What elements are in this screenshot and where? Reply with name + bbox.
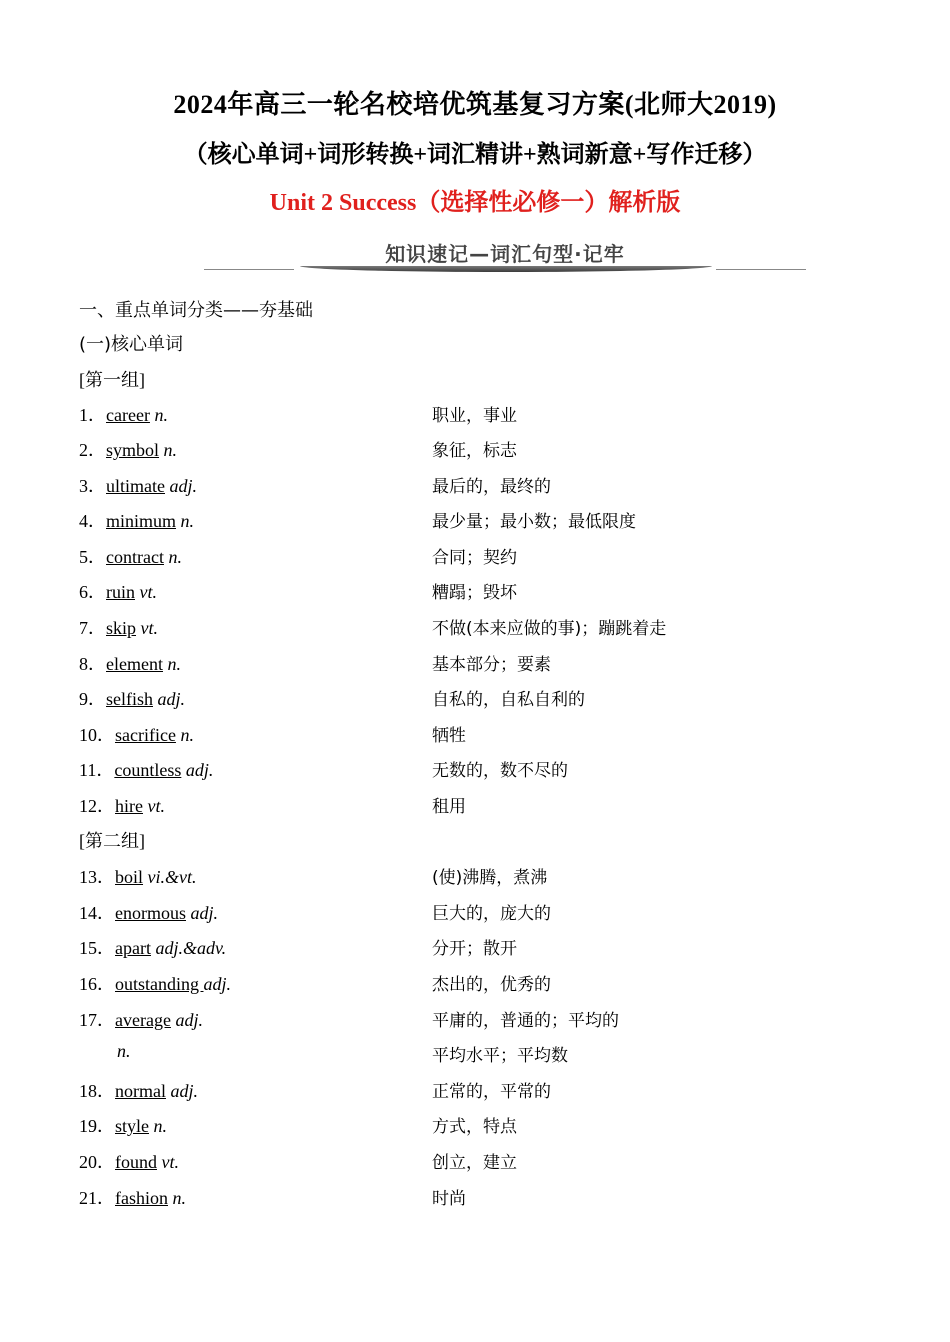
vocab-part-of-speech: n. <box>149 405 168 425</box>
vocab-number: 17． <box>79 1010 115 1030</box>
vocab-word: average <box>115 1010 171 1030</box>
vocab-number: 19． <box>79 1116 115 1136</box>
vocab-meaning: 糟蹋；毁坏 <box>432 583 517 603</box>
vocab-entry <box>79 1148 179 1174</box>
vocab-meaning: 自私的，自私自利的 <box>432 690 585 710</box>
vocab-meaning: 最后的，最终的 <box>432 477 551 497</box>
vocab-row <box>0 1112 950 1142</box>
vocab-row <box>0 1041 950 1071</box>
vocab-word: outstanding <box>115 974 204 994</box>
vocab-word: boil <box>115 867 144 887</box>
vocab-number: 7． <box>79 618 106 638</box>
vocab-meaning: 杰出的，优秀的 <box>432 975 551 995</box>
vocab-part-of-speech: n. <box>176 511 195 531</box>
vocab-row <box>0 1006 950 1036</box>
vocab-number: 3． <box>79 476 106 496</box>
vocab-number: 8． <box>79 654 106 674</box>
vocab-number: 20． <box>79 1152 115 1172</box>
vocab-part-of-speech: n. <box>163 547 182 567</box>
vocab-word: apart <box>115 938 151 958</box>
vocab-row <box>0 863 950 893</box>
vocab-row <box>0 507 950 537</box>
vocab-entry <box>79 543 182 569</box>
vocab-number: 14． <box>79 903 115 923</box>
vocab-number: 9． <box>79 689 106 709</box>
vocab-entry <box>79 685 185 711</box>
vocab-meaning: 租用 <box>432 797 466 817</box>
vocab-number: 16． <box>79 974 115 994</box>
vocab-meaning: 创立，建立 <box>432 1153 517 1173</box>
vocab-word: hire <box>115 796 143 816</box>
vocab-entry <box>79 1006 203 1032</box>
vocab-number: 15． <box>79 938 115 958</box>
vocab-row <box>0 685 950 715</box>
vocab-row <box>0 756 950 786</box>
vocab-meaning: 时尚 <box>432 1189 466 1209</box>
vocab-part-of-speech: adj. <box>181 760 214 780</box>
document-title: 2024年高三一轮名校培优筑基复习方案(北师大2019) <box>173 90 777 119</box>
vocab-number: 13． <box>79 867 115 887</box>
vocab-entry <box>79 721 194 747</box>
vocab-number: 2． <box>79 440 106 460</box>
vocab-part-of-speech: adj. <box>164 476 197 496</box>
vocab-word: symbol <box>106 440 160 460</box>
vocab-meaning: 基本部分；要素 <box>432 655 551 675</box>
vocab-entry <box>79 614 158 640</box>
vocab-number: 11． <box>79 760 115 780</box>
section-banner <box>200 236 810 276</box>
vocab-entry <box>79 934 226 960</box>
vocab-word: style <box>115 1116 149 1136</box>
vocab-part-of-speech: n. <box>149 1116 167 1136</box>
unit-title: Unit 2 Success（选择性必修一）解析版 <box>269 190 681 216</box>
section-subheading: (一)核心单词 <box>79 334 184 355</box>
vocab-row <box>0 1148 950 1178</box>
vocab-row <box>0 578 950 608</box>
vocab-row <box>0 970 950 1000</box>
vocab-entry <box>79 792 165 818</box>
vocab-row <box>0 401 950 431</box>
vocab-entry <box>117 1041 131 1062</box>
vocab-number: 12． <box>79 796 115 816</box>
banner-right-line <box>716 269 806 270</box>
section-heading: 一、重点单词分类——夯基础 <box>79 300 313 321</box>
vocab-row <box>0 436 950 466</box>
vocab-part-of-speech: vt. <box>142 796 165 816</box>
banner-left-line <box>204 269 294 270</box>
vocab-row <box>0 934 950 964</box>
vocab-word: career <box>106 405 150 425</box>
vocab-part-of-speech: adj. <box>166 1081 199 1101</box>
vocab-number: 4． <box>79 511 106 531</box>
vocab-number: 18． <box>79 1081 115 1101</box>
vocab-part-of-speech: adj. <box>153 689 186 709</box>
vocab-row <box>0 792 950 822</box>
vocab-entry <box>79 1112 167 1138</box>
vocab-part-of-speech: adj. <box>203 974 232 994</box>
vocab-part-of-speech: vt. <box>135 582 157 602</box>
vocab-number: 6． <box>79 582 106 602</box>
vocab-word: selfish <box>106 689 153 709</box>
vocab-meaning: 平庸的，普通的；平均的 <box>432 1011 619 1031</box>
vocab-meaning: 牺牲 <box>432 726 466 746</box>
vocab-meaning: 平均水平；平均数 <box>432 1046 568 1066</box>
vocab-entry <box>79 507 194 533</box>
vocab-meaning: 无数的，数不尽的 <box>432 761 568 781</box>
vocab-row <box>0 721 950 751</box>
vocab-row <box>0 1184 950 1214</box>
vocab-row <box>0 614 950 644</box>
vocab-word: ruin <box>106 582 135 602</box>
vocab-entry <box>79 863 197 889</box>
vocab-entry <box>79 472 197 498</box>
vocab-part-of-speech: vt. <box>136 618 159 638</box>
vocab-part-of-speech: adj. <box>186 903 219 923</box>
vocab-meaning: 不做(本来应做的事)；蹦跳着走 <box>432 619 667 639</box>
vocab-entry <box>79 899 218 925</box>
vocab-entry <box>79 578 157 604</box>
vocab-row <box>0 899 950 929</box>
vocab-meaning: 方式，特点 <box>432 1117 517 1137</box>
vocab-word: skip <box>106 618 137 638</box>
vocab-entry <box>79 1184 186 1210</box>
vocab-part-of-speech: n. <box>117 1041 131 1061</box>
vocab-part-of-speech: adj.&adv. <box>150 938 227 958</box>
vocab-entry <box>79 650 181 676</box>
vocab-number: 10． <box>79 725 115 745</box>
group-label: [第一组] <box>79 370 145 390</box>
vocab-word: countless <box>114 760 182 780</box>
vocab-row <box>0 472 950 502</box>
vocab-word: contract <box>106 547 164 567</box>
vocab-entry <box>79 436 177 462</box>
vocab-row <box>0 543 950 573</box>
vocab-entry <box>79 401 168 427</box>
vocab-number: 1． <box>79 405 106 425</box>
vocab-entry <box>79 970 231 996</box>
group-label: [第二组] <box>79 831 145 851</box>
vocab-word: minimum <box>106 511 177 531</box>
document-subtitle: （核心单词+词形转换+词汇精讲+熟词新意+写作迁移） <box>183 142 767 168</box>
vocab-word: sacrifice <box>115 725 176 745</box>
vocab-word: ultimate <box>106 476 165 496</box>
vocab-word: found <box>115 1152 157 1172</box>
vocab-part-of-speech: n. <box>162 654 181 674</box>
vocab-entry <box>79 756 213 782</box>
vocab-number: 21． <box>79 1188 115 1208</box>
vocab-part-of-speech: adj. <box>170 1010 203 1030</box>
vocab-entry <box>79 1077 198 1103</box>
banner-text: 知识速记—词汇句型·记牢 <box>385 242 625 266</box>
vocab-meaning: 正常的，平常的 <box>432 1082 551 1102</box>
vocab-part-of-speech: n. <box>175 725 194 745</box>
vocab-meaning: 巨大的，庞大的 <box>432 904 551 924</box>
vocab-word: element <box>106 654 163 674</box>
vocab-word: normal <box>115 1081 166 1101</box>
vocab-row <box>0 650 950 680</box>
vocab-number: 5． <box>79 547 106 567</box>
vocab-meaning: 最少量；最小数；最低限度 <box>432 512 636 532</box>
vocab-meaning: 合同；契约 <box>432 548 517 568</box>
vocab-word: fashion <box>115 1188 168 1208</box>
vocab-part-of-speech: n. <box>159 440 178 460</box>
vocab-meaning: 职业，事业 <box>432 406 517 426</box>
vocab-part-of-speech: vt. <box>157 1152 179 1172</box>
vocab-word: enormous <box>115 903 186 923</box>
vocab-meaning: 分开；散开 <box>432 939 517 959</box>
vocab-meaning: (使)沸腾，煮沸 <box>432 868 548 888</box>
vocab-row <box>0 1077 950 1107</box>
vocab-part-of-speech: n. <box>168 1188 186 1208</box>
vocab-part-of-speech: vi.&vt. <box>143 867 197 887</box>
vocab-meaning: 象征，标志 <box>432 441 517 461</box>
